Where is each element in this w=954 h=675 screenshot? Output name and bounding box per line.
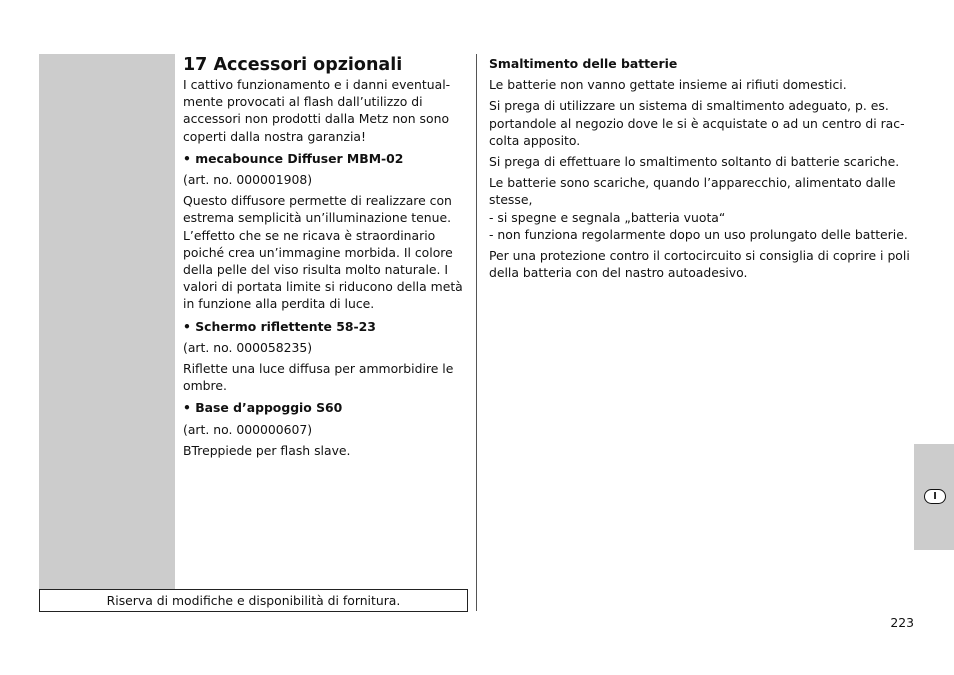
item-heading-schermo: • Schermo riflettente 58-23 (183, 318, 376, 334)
section-title: 17 Accessori opzionali (183, 55, 403, 75)
right-column (489, 54, 919, 281)
left-margin-band (39, 54, 175, 590)
disposal-paragraph-5: Per una protezione contro il cortocircuito si consiglia di coprire i poli della batteria con del nastro autoadesivo. (489, 248, 910, 281)
column-divider (476, 54, 477, 611)
intro-text: I cattivo funzionamento e i danni eventual-mente provocati al flash dall’utilizzo di accessori non prodotti dalla Metz non sono coperti dalla nostra garanzia! (183, 77, 451, 144)
item-description-mecabounce: Questo diffusore permette di realizzare con estrema semplicità un’illuminazione tenue. L’effetto che se ne ricava è straordinario poiché crea un’immagine morbida. Il colore della pelle del viso risulta molto naturale. I valori di portata limite si riducono della metà in funzione alla perdita di luce. (183, 193, 463, 312)
disposal-paragraph-4 (489, 174, 919, 243)
language-badge: I (924, 489, 946, 504)
page-number: 223 (890, 615, 914, 630)
item-heading-base: • Base d’appoggio S60 (183, 400, 343, 416)
item-description-base: BTreppiede per flash slave. (183, 442, 351, 458)
disposal-paragraph-4-intro: Le batterie sono scariche, quando l’apparecchio, alimentato dalle stesse, (489, 175, 896, 208)
item-artno-schermo: (art. no. 000058235) (183, 339, 313, 355)
item-artno-mecabounce: (art. no. 000001908) (183, 172, 313, 188)
disposal-paragraph-3: Si prega di effettuare lo smaltimento soltanto di batterie scariche. (489, 154, 900, 170)
left-column (183, 54, 468, 459)
item-heading-mecabounce: • mecabounce Diffuser MBM-02 (183, 150, 404, 166)
disposal-paragraph-2: Si prega di utilizzare un sistema di smaltimento adeguato, p. es. portandole al negozio dove le si è acquistate o ad un centro di rac-colta apposito. (489, 98, 905, 148)
disposal-paragraph-1: Le batterie non vanno gettate insieme ai rifiuti domestici. (489, 77, 847, 93)
disposal-list-item-2: - non funziona regolarmente dopo un uso prolungato delle batterie. (489, 226, 908, 242)
item-description-schermo: Riflette una luce diffusa per ammorbidire le ombre. (183, 361, 454, 394)
language-side-tab (914, 444, 954, 550)
disposal-heading: Smaltimento delle batterie (489, 56, 678, 71)
footer-notice: Riserva di modifiche e disponibilità di fornitura. (39, 589, 468, 612)
item-artno-base: (art. no. 000000607) (183, 421, 313, 437)
disposal-list-item-1: - si spegne e segnala „batteria vuota“ (489, 209, 726, 225)
